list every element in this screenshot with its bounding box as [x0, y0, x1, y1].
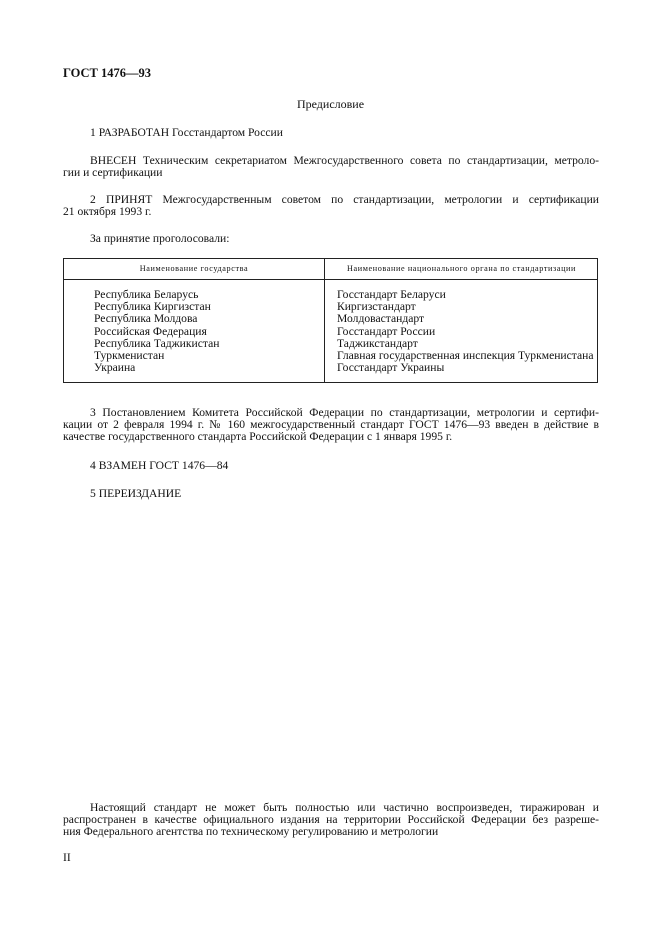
table-column-states [94, 289, 219, 374]
paragraph-line: качестве государственного стандарта Российской Федерации с 1 января 1995 г. [63, 430, 453, 444]
paragraph-adopted-by [63, 194, 599, 218]
table-cell-body: Молдовастандарт [337, 312, 425, 326]
paragraph-voted [63, 233, 599, 245]
page-number: II [63, 851, 71, 864]
table-cell-state: Украина [94, 361, 136, 375]
paragraph-replaces [63, 460, 599, 472]
paragraph-line: кации от 2 февраля 1994 г. № 160 межгосударственный стандарт ГОСТ 1476—93 введен в действие в [63, 418, 599, 432]
table-cell-body: Таджикстандарт [337, 336, 418, 350]
paragraph-line: За принятие проголосовали: [90, 232, 230, 245]
table-cell-state: Республика Молдова [94, 312, 198, 326]
paragraph-line: Настоящий стандарт не может быть полностью или частично воспроизведен, тиражирован и [90, 801, 599, 814]
paragraph-reissue [63, 488, 599, 500]
table-header-body: Наименование национального органа по стандартизации [346, 264, 577, 273]
paragraph-line: 3 Постановлением Комитета Российской Федерации по стандартизации, метрологии и сертифи- [90, 406, 599, 419]
table-cell-body: Госстандарт России [337, 324, 436, 338]
paragraph-enacted [63, 407, 599, 444]
paragraph-line: 5 ПЕРЕИЗДАНИЕ [90, 487, 182, 500]
paragraph-introduced-by [63, 155, 599, 179]
table-column-bodies [337, 289, 593, 374]
table-header-row [64, 259, 597, 280]
paragraph-line: ния Федерального агентства по техническому регулированию и метрологии [63, 825, 439, 839]
voting-table [63, 258, 598, 383]
paragraph-line: 4 ВЗАМЕН ГОСТ 1476—84 [90, 459, 229, 472]
table-column-divider [324, 259, 325, 382]
section-title: Предисловие [296, 97, 365, 111]
paragraph-developed-by [63, 127, 599, 139]
paragraph-line: 2 ПРИНЯТ Межгосударственным советом по стандартизации, метрологии и сертификации [90, 193, 599, 206]
table-cell-state: Республика Беларусь [94, 288, 199, 301]
table-cell-state: Республика Таджикистан [94, 336, 220, 350]
paragraph-line: 21 октября 1993 г. [63, 205, 152, 219]
paragraph-line: 1 РАЗРАБОТАН Госстандартом России [90, 126, 283, 139]
copyright-notice [63, 802, 599, 839]
table-cell-state: Российская Федерация [94, 324, 207, 338]
paragraph-line: распространен в качестве официального издания на территории Российской Федерации без разреше- [63, 813, 599, 827]
table-cell-body: Госстандарт Беларуси [337, 288, 446, 301]
table-cell-state: Республика Киргизстан [94, 300, 211, 314]
table-header-state: Наименование государства [139, 264, 249, 273]
paragraph-line: гии и сертификации [63, 166, 163, 180]
table-cell-body: Главная государственная инспекция Туркменистана [337, 349, 594, 363]
table-cell-body: Госстандарт Украины [337, 361, 445, 375]
table-cell-body: Киргизстандарт [337, 300, 416, 314]
paragraph-line: ВНЕСЕН Техническим секретариатом Межгосударственного совета по стандартизации, метроло- [90, 154, 599, 167]
document-header: ГОСТ 1476—93 [63, 66, 152, 80]
table-cell-state: Туркменистан [94, 349, 165, 363]
